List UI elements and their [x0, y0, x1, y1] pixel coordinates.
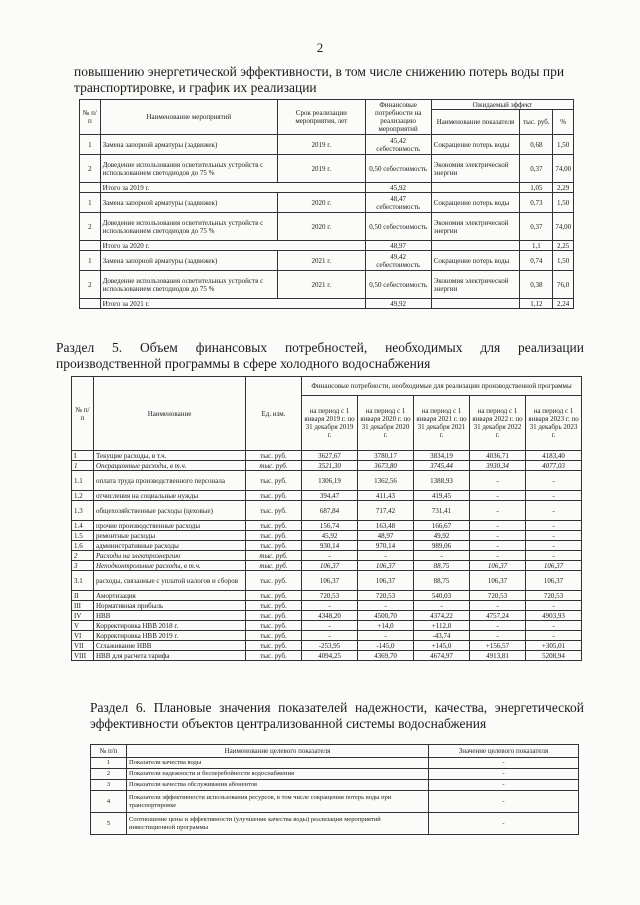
t1-empty-cell [80, 299, 101, 309]
t2-value: - [526, 501, 582, 521]
t2-unit: тыс. руб. [246, 641, 302, 651]
t3-name: Соотношение цены и эффективности (улучшение качества воды) реализации мероприятий инвестиционной программы [127, 813, 429, 835]
t1-header-pct: % [553, 110, 574, 135]
t1-row [80, 271, 574, 299]
t1-empty-cell [80, 183, 101, 193]
t2-value: - [470, 521, 526, 531]
t1-fin: 49,42 себестоимость [365, 251, 431, 271]
t2-name: общехозяйственные расходы (цеховые) [94, 501, 246, 521]
t2-unit: тыс. руб. [246, 571, 302, 591]
t1-pct: 74,00 [553, 213, 574, 241]
t2-value: 106,37 [358, 571, 414, 591]
t1-header-num: № п/ п [80, 100, 101, 135]
t2-value: 4903,93 [526, 611, 582, 621]
t2-row [72, 611, 582, 621]
t2-row [72, 451, 582, 461]
t3-row [91, 813, 579, 835]
t2-value: - [302, 621, 358, 631]
t2-name: НВВ для расчета тарифа [94, 651, 246, 661]
t2-row [72, 651, 582, 661]
t2-value: 717,42 [358, 501, 414, 521]
t1-header-name: Наименование мероприятий [100, 100, 277, 135]
t2-name: Корректировка НВВ 2018 г. [94, 621, 246, 631]
t2-num: 1 [72, 461, 94, 471]
t1-rub: 0,68 [520, 135, 553, 155]
intro-text: повышению энергетической эффективности, в том числе снижению потерь воды при транспортировке, и график их реализации [74, 64, 565, 95]
t2-row [72, 521, 582, 531]
t3-row [91, 780, 579, 791]
t2-value: - [526, 531, 582, 541]
t2-value: 166,67 [414, 521, 470, 531]
t2-num: 2 [72, 551, 94, 561]
t2-unit: тыс. руб. [246, 611, 302, 621]
t1-empty-cell [431, 183, 520, 193]
t2-value: 3627,67 [302, 451, 358, 461]
t2-value: 419,45 [414, 491, 470, 501]
t2-value: 1306,19 [302, 471, 358, 491]
t2-name: Сглаживание НВВ [94, 641, 246, 651]
t1-pct: 1,50 [553, 251, 574, 271]
t2-value: 720,53 [470, 591, 526, 601]
t2-value: 970,14 [358, 541, 414, 551]
t2-num: VIII [72, 651, 94, 661]
targets-table [90, 744, 579, 835]
t2-value: 88,75 [414, 561, 470, 571]
t2-value: 4369,70 [358, 651, 414, 661]
t2-header-unit: Ед. изм. [246, 377, 302, 451]
t1-name: Доведение использования осветительных устройств с использованием светодиодов до 75 % [100, 271, 277, 299]
t3-row [91, 791, 579, 813]
t2-num: 1.2 [72, 491, 94, 501]
t3-name: Показатели качества воды [127, 758, 429, 769]
t2-header-period: на период с 1 января 2019 г. по 31 декабря 2019 г. [302, 396, 358, 451]
t2-value: 411,43 [358, 491, 414, 501]
t1-fin: 0,50 себестоимость [365, 271, 431, 299]
t2-unit: тыс. руб. [246, 591, 302, 601]
t2-name: Нормативная прибыль [94, 601, 246, 611]
t2-value: - [526, 491, 582, 501]
t3-name: Показатели эффективности использования ресурсов, в том числе сокращения потерь воды при транспортировке [127, 791, 429, 813]
t2-value: - [470, 551, 526, 561]
t1-total-rub: 1,05 [520, 183, 553, 193]
t2-row [72, 461, 582, 471]
t2-value: 4913,81 [470, 651, 526, 661]
t2-unit: тыс. руб. [246, 601, 302, 611]
t2-value: - [414, 551, 470, 561]
t1-rub: 0,74 [520, 251, 553, 271]
t3-num: 4 [91, 791, 127, 813]
t2-value: 106,37 [526, 561, 582, 571]
section6-title: Раздел 6. Плановые значения показателей надежности, качества, энергетической эффективности объектов централизованной системы водоснабжения [90, 700, 584, 731]
t2-value: 4183,40 [526, 451, 582, 461]
t2-name: Текущие расходы, в т.ч. [94, 451, 246, 461]
t1-total-row [80, 299, 574, 309]
t1-indicator: Экономия электрической энергии [431, 271, 520, 299]
t2-row [72, 541, 582, 551]
t1-total-label: Итого за 2021 г. [100, 299, 365, 309]
t2-unit: тыс. руб. [246, 521, 302, 531]
t2-value: 106,37 [470, 571, 526, 591]
t2-value: - [302, 601, 358, 611]
t1-num: 2 [80, 155, 101, 183]
t2-value: 687,84 [302, 501, 358, 521]
t2-num: II [72, 591, 94, 601]
t1-term: 2019 г. [278, 155, 366, 183]
t1-pct: 76,0 [553, 271, 574, 299]
t2-header-name: Наименование [94, 377, 246, 451]
t2-value: - [302, 631, 358, 641]
t2-value: - [526, 541, 582, 551]
t1-indicator: Сокращение потерь воды [431, 251, 520, 271]
t1-total-row [80, 241, 574, 251]
t2-num: 1.1 [72, 471, 94, 491]
t1-fin: 48,47 себестоимость [365, 193, 431, 213]
t2-name: НВВ [94, 611, 246, 621]
t3-value: - [429, 813, 579, 835]
t1-term: 2020 г. [278, 193, 366, 213]
t2-value: 731,41 [414, 501, 470, 521]
t1-term: 2020 г. [278, 213, 366, 241]
t1-row [80, 193, 574, 213]
t2-unit: тыс. руб. [246, 531, 302, 541]
t1-pct: 1,50 [553, 135, 574, 155]
t1-header-effect: Ожидаемый эффект [431, 100, 573, 110]
t2-value: - [470, 501, 526, 521]
t2-value: 106,37 [526, 571, 582, 591]
t2-header-period: на период с 1 января 2022 г. по 31 декабря 2022 г. [470, 396, 526, 451]
t2-unit: тыс. руб. [246, 561, 302, 571]
t2-name: расходы, связанные с уплатой налогов и сборов [94, 571, 246, 591]
t3-header-name: Наименование целевого показателя [127, 745, 429, 758]
t1-empty-cell [431, 299, 520, 309]
t2-value: 3930,34 [470, 461, 526, 471]
t1-rub: 0,37 [520, 155, 553, 183]
t3-num: 3 [91, 780, 127, 791]
t2-value: 3780,17 [358, 451, 414, 461]
t1-num: 1 [80, 251, 101, 271]
t3-header-value: Значение целевого показателя [429, 745, 579, 758]
t1-total-fin: 49,92 [365, 299, 431, 309]
t2-value: 4036,71 [470, 451, 526, 461]
t1-total-fin: 48,97 [365, 241, 431, 251]
t2-header-period: на период с 1 января 2021 г. по 31 декабря 2021 г. [414, 396, 470, 451]
t2-row [72, 601, 582, 611]
t2-num: 3 [72, 561, 94, 571]
t1-total-label: Итого за 2020 г. [100, 241, 365, 251]
t1-name: Доведение использования осветительных устройств с использованием светодиодов до 75 % [100, 213, 277, 241]
t1-term: 2021 г. [278, 251, 366, 271]
t1-indicator: Сокращение потерь воды [431, 193, 520, 213]
t2-value: 1388,93 [414, 471, 470, 491]
t2-name: оплата труда производственного персонала [94, 471, 246, 491]
t2-value: 156,74 [302, 521, 358, 531]
t2-unit: тыс. руб. [246, 471, 302, 491]
t1-indicator: Сокращение потерь воды [431, 135, 520, 155]
t2-num: 3.1 [72, 571, 94, 591]
t2-num: VII [72, 641, 94, 651]
t2-unit: тыс. руб. [246, 451, 302, 461]
t2-value: 4674,97 [414, 651, 470, 661]
t1-row [80, 213, 574, 241]
t2-row [72, 561, 582, 571]
t2-value: - [414, 601, 470, 611]
t1-pct: 1,50 [553, 193, 574, 213]
t2-name: административные расходы [94, 541, 246, 551]
t2-value: - [470, 621, 526, 631]
t2-unit: тыс. руб. [246, 541, 302, 551]
financial-needs-table [71, 376, 582, 661]
t3-num: 5 [91, 813, 127, 835]
t2-value: - [470, 531, 526, 541]
t1-empty-cell [431, 241, 520, 251]
t2-value: 989,06 [414, 541, 470, 551]
t3-row [91, 758, 579, 769]
t2-value: 720,53 [526, 591, 582, 601]
t2-num: IV [72, 611, 94, 621]
t2-value: 4757,24 [470, 611, 526, 621]
t1-total-pct: 2,29 [553, 183, 574, 193]
t1-row [80, 251, 574, 271]
t3-name: Показатели надежности и бесперебойности водоснабжения [127, 769, 429, 780]
t1-fin: 0,50 себестоимость [365, 213, 431, 241]
t2-unit: тыс. руб. [246, 461, 302, 471]
t1-row [80, 135, 574, 155]
t1-total-pct: 2,25 [553, 241, 574, 251]
t2-num: 1.5 [72, 531, 94, 541]
t2-value: -253,95 [302, 641, 358, 651]
t2-value: 3521,30 [302, 461, 358, 471]
t2-unit: тыс. руб. [246, 621, 302, 631]
t3-row [91, 769, 579, 780]
t1-header-term: Срок реализации мероприятия, лет [278, 100, 366, 135]
t2-value: +14,0 [358, 621, 414, 631]
t2-value: - [526, 631, 582, 641]
t2-value: 48,97 [358, 531, 414, 541]
t1-num: 1 [80, 135, 101, 155]
t2-row [72, 571, 582, 591]
t2-value: +112,0 [414, 621, 470, 631]
t2-row [72, 531, 582, 541]
t2-value: 540,03 [414, 591, 470, 601]
t1-empty-cell [80, 241, 101, 251]
t2-unit: тыс. руб. [246, 491, 302, 501]
t2-name: Расходы на электроэнергию [94, 551, 246, 561]
t1-pct: 74,00 [553, 155, 574, 183]
t1-total-rub: 1,12 [520, 299, 553, 309]
t2-value: 1362,56 [358, 471, 414, 491]
t2-row [72, 591, 582, 601]
t3-value: - [429, 780, 579, 791]
t1-total-rub: 1,1 [520, 241, 553, 251]
t2-num: 1.4 [72, 521, 94, 531]
t2-value: - [470, 491, 526, 501]
t2-value: - [470, 471, 526, 491]
t1-indicator: Экономия электрической энергии [431, 155, 520, 183]
page-number: 2 [316, 40, 324, 55]
t2-value: - [470, 631, 526, 641]
t2-value: 49,92 [414, 531, 470, 541]
t3-value: - [429, 769, 579, 780]
t1-header-indicator: Наименование показателя [431, 110, 520, 135]
t2-value: 163,48 [358, 521, 414, 531]
t1-name: Замена запорной арматуры (задвижек) [100, 135, 277, 155]
t1-name: Замена запорной арматуры (задвижек) [100, 251, 277, 271]
t2-value: - [358, 631, 414, 641]
t2-row [72, 501, 582, 521]
t2-name: Амортизация [94, 591, 246, 601]
t1-indicator: Экономия электрической энергии [431, 213, 520, 241]
t1-total-fin: 45,92 [365, 183, 431, 193]
t3-num: 1 [91, 758, 127, 769]
t1-fin: 0,50 себестоимость [365, 155, 431, 183]
t2-row [72, 621, 582, 631]
t2-value: 45,92 [302, 531, 358, 541]
t2-value: - [526, 471, 582, 491]
t2-value: +305,01 [526, 641, 582, 651]
section5-title: Раздел 5. Объем финансовых потребностей, необходимых для реализации производственной программы в сфере холодного водоснабжения [56, 340, 584, 371]
t1-num: 2 [80, 213, 101, 241]
t2-header-num: № п/ п [72, 377, 94, 451]
t3-header-num: № п/п [91, 745, 127, 758]
t2-row [72, 641, 582, 651]
t2-num: 1.6 [72, 541, 94, 551]
t2-value: -145,0 [358, 641, 414, 651]
t2-value: +156,57 [470, 641, 526, 651]
t2-header-fin: Финансовые потребности, необходимые для реализации производственной программы [302, 377, 582, 396]
t2-value: 4374,22 [414, 611, 470, 621]
t2-header-period: на период с 1 января 2023 г. по 31 декабрь 2023 г. [526, 396, 582, 451]
t1-name: Замена запорной арматуры (задвижек) [100, 193, 277, 213]
t2-unit: тыс. руб. [246, 631, 302, 641]
t2-value: 930,14 [302, 541, 358, 551]
t2-value: +145,0 [414, 641, 470, 651]
t2-num: 1.3 [72, 501, 94, 521]
t2-row [72, 631, 582, 641]
t2-unit: тыс. руб. [246, 651, 302, 661]
t2-name: Неподконтрольные расходы, в т.ч. [94, 561, 246, 571]
t2-value: 3673,80 [358, 461, 414, 471]
measures-table [79, 99, 574, 309]
t2-value: 106,37 [302, 561, 358, 571]
t2-name: прочие производственные расходы [94, 521, 246, 531]
t2-value: 3745,44 [414, 461, 470, 471]
t2-value: -43,74 [414, 631, 470, 641]
t1-num: 1 [80, 193, 101, 213]
t2-value: 4077,03 [526, 461, 582, 471]
t2-row [72, 551, 582, 561]
t2-name: Корректировка НВВ 2019 г. [94, 631, 246, 641]
t1-row [80, 155, 574, 183]
t2-name: ремонтные расходы [94, 531, 246, 541]
t3-value: - [429, 758, 579, 769]
t2-value: - [526, 621, 582, 631]
t2-value: - [358, 601, 414, 611]
t1-name: Доведение использования осветительных устройств с использованием светодиодов до 75 % [100, 155, 277, 183]
t2-value: - [470, 541, 526, 551]
t2-row [72, 471, 582, 491]
t2-value: 394,47 [302, 491, 358, 501]
t2-row [72, 491, 582, 501]
t2-value: 4094,25 [302, 651, 358, 661]
t1-rub: 0,38 [520, 271, 553, 299]
t1-fin: 45,42 себестоимость [365, 135, 431, 155]
t2-unit: тыс. руб. [246, 501, 302, 521]
t2-value: - [302, 551, 358, 561]
t2-value: - [470, 601, 526, 611]
t2-num: III [72, 601, 94, 611]
t1-header-rub: тыс. руб. [520, 110, 553, 135]
t3-value: - [429, 791, 579, 813]
t3-name: Показатели качества обслуживания абонентов [127, 780, 429, 791]
t2-value: 106,37 [358, 561, 414, 571]
t2-value: 106,37 [470, 561, 526, 571]
t1-num: 2 [80, 271, 101, 299]
t2-name: отчисления на социальные нужды [94, 491, 246, 501]
t1-total-row [80, 183, 574, 193]
t1-term: 2019 г. [278, 135, 366, 155]
t1-term: 2021 г. [278, 271, 366, 299]
t2-value: 88,75 [414, 571, 470, 591]
t3-num: 2 [91, 769, 127, 780]
t2-value: 3834,19 [414, 451, 470, 461]
t1-total-label: Итого за 2019 г. [100, 183, 365, 193]
t1-rub: 0,37 [520, 213, 553, 241]
t2-header-period: на период с 1 января 2020 г. по 31 декабря 2020 г. [358, 396, 414, 451]
t2-num: V [72, 621, 94, 631]
t2-value: 720,53 [358, 591, 414, 601]
t2-num: I [72, 451, 94, 461]
t2-value: - [526, 521, 582, 531]
t1-rub: 0,73 [520, 193, 553, 213]
t2-value: - [358, 551, 414, 561]
t2-value: 720,53 [302, 591, 358, 601]
t2-num: VI [72, 631, 94, 641]
t2-value: 5208,94 [526, 651, 582, 661]
t2-name: Операционные расходы, в т.ч. [94, 461, 246, 471]
t2-value: 4348,20 [302, 611, 358, 621]
t2-value: 4500,70 [358, 611, 414, 621]
t2-unit: тыс. руб. [246, 551, 302, 561]
t1-total-pct: 2,24 [553, 299, 574, 309]
t2-value: 106,37 [302, 571, 358, 591]
t2-value: - [526, 551, 582, 561]
t2-value: - [526, 601, 582, 611]
t1-header-fin: Финансовые потребности на реализацию мероприятий [365, 100, 431, 135]
